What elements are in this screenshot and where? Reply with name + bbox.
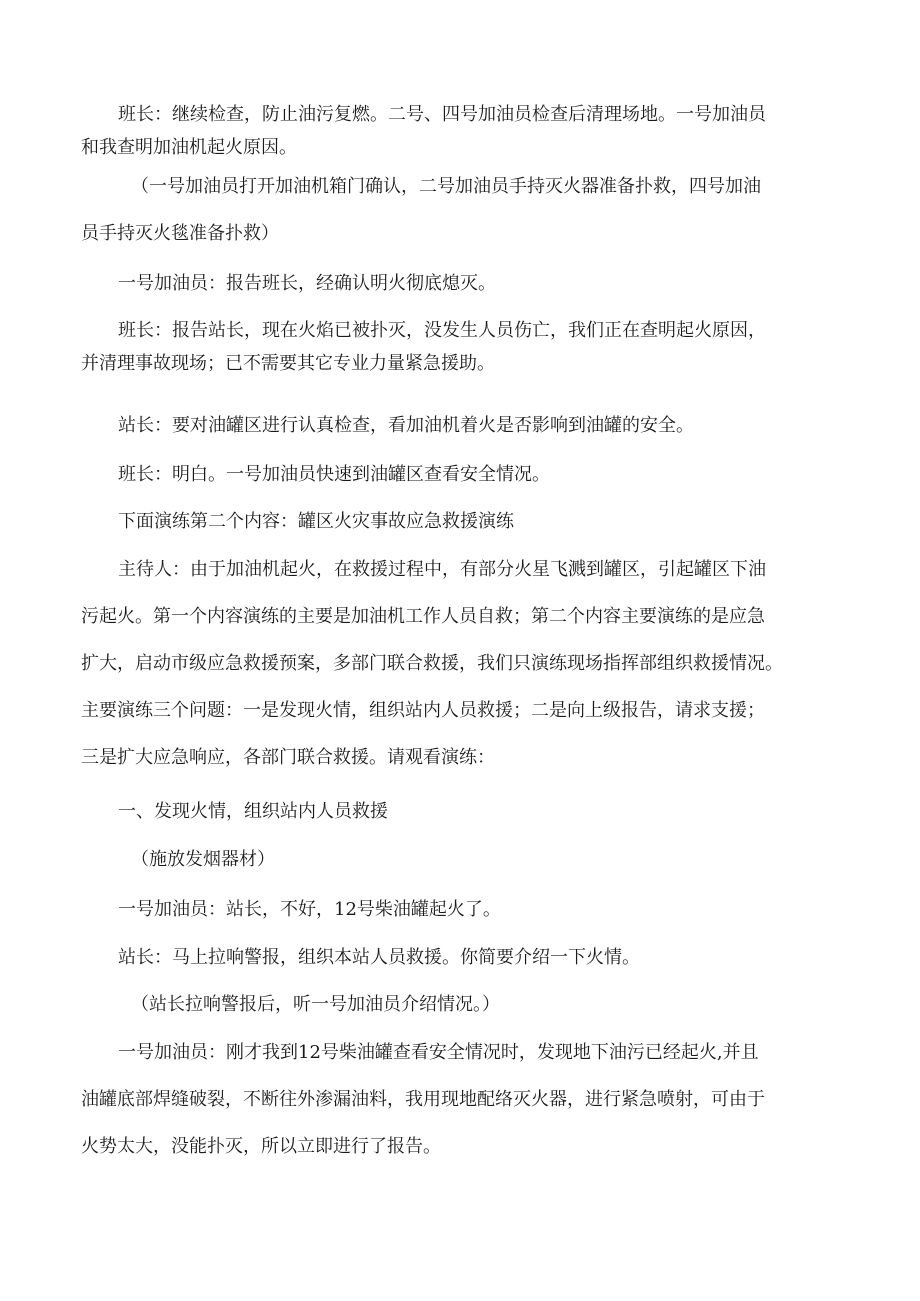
paragraph-stage-direction-smoke	[81, 843, 841, 876]
text-line: 员手持灭火毯准备扑救）	[81, 223, 279, 244]
text-line: 主要演练三个问题：一是发现火情，组织站内人员救援；二是向上级报告，请求支援；	[81, 700, 765, 721]
text-line: 火势太大，没能扑灭，所以立即进行了报告。	[81, 1136, 441, 1157]
paragraph-stage-direction-alarm	[81, 988, 841, 1021]
text-line: 一号加油员：报告班长，经确认明火彻底熄灭。	[118, 273, 496, 294]
paragraph-heading-one	[81, 795, 841, 828]
paragraph-section-two-intro	[81, 505, 841, 538]
text-line: 一、发现火情，组织站内人员救援	[118, 801, 388, 822]
text-line: 下面演练第二个内容：罐区火灾事故应急救援演练	[118, 511, 514, 532]
text-line: 班长：报告站长，现在火焰已被扑灭，没发生人员伤亡，我们正在查明起火原因，	[118, 320, 766, 341]
text-line: 一号加油员：站长，不好，12号柴油罐起火了。	[118, 899, 501, 920]
text-line: （站长拉响警报后，听一号加油员介绍情况。）	[131, 994, 500, 1015]
text-line: 并清理事故现场；已不需要其它专业力量紧急援助。	[81, 353, 495, 374]
text-line: 污起火。第一个内容演练的主要是加油机工作人员自救；第二个内容主要演练的是应急	[81, 606, 765, 627]
text-line: 主待人：由于加油机起火，在救援过程中，有部分火星飞溅到罐区，引起罐区下油	[118, 559, 766, 580]
paragraph-manager-order	[81, 941, 841, 974]
paragraph-attendant-report	[81, 267, 841, 300]
paragraph-monitor-report	[81, 314, 841, 380]
text-line: 站长：马上拉响警报，组织本站人员救援。你简要介绍一下火情。	[118, 947, 640, 968]
paragraph-stage-direction-extinguisher	[81, 163, 841, 257]
text-line: （一号加油员打开加油机箱门确认，二号加油员手持灭火器准备扑救，四号加油	[131, 176, 761, 197]
text-line: 和我查明加油机起火原因。	[81, 137, 297, 158]
text-line: 站长：要对油罐区进行认真检查，看加油机着火是否影响到油罐的安全。	[118, 415, 694, 436]
text-line: 一号加油员：刚才我到12号柴油罐查看安全情况时，发现地下油污已经起火,并且	[118, 1042, 759, 1063]
paragraph-attendant-alarm	[81, 893, 841, 926]
paragraph-monitor-checks	[81, 98, 841, 164]
text-line: 油罐底部焊缝破裂，不断往外渗漏油料，我用现地配络灭火器，进行紧急喷射，可由于	[81, 1089, 765, 1110]
paragraph-manager-instruction	[81, 409, 841, 442]
text-line: 班长：明白。一号加油员快速到油罐区查看安全情况。	[118, 464, 550, 485]
text-line: （施放发烟器材）	[131, 849, 275, 870]
paragraph-monitor-acknowledge	[81, 458, 841, 491]
text-line: 扩大，启动市级应急救援预案，多部门联合救援，我们只演练现场指挥部组织救援情况。	[81, 653, 783, 674]
paragraph-attendant-description	[81, 1029, 841, 1170]
text-line: 三是扩大应急响应，各部门联合救援。请观看演练：	[81, 747, 495, 768]
paragraph-host-narration	[81, 546, 841, 781]
text-line: 班长：继续检查，防止油污复燃。二号、四号加油员检查后清理场地。一号加油员	[118, 104, 766, 125]
